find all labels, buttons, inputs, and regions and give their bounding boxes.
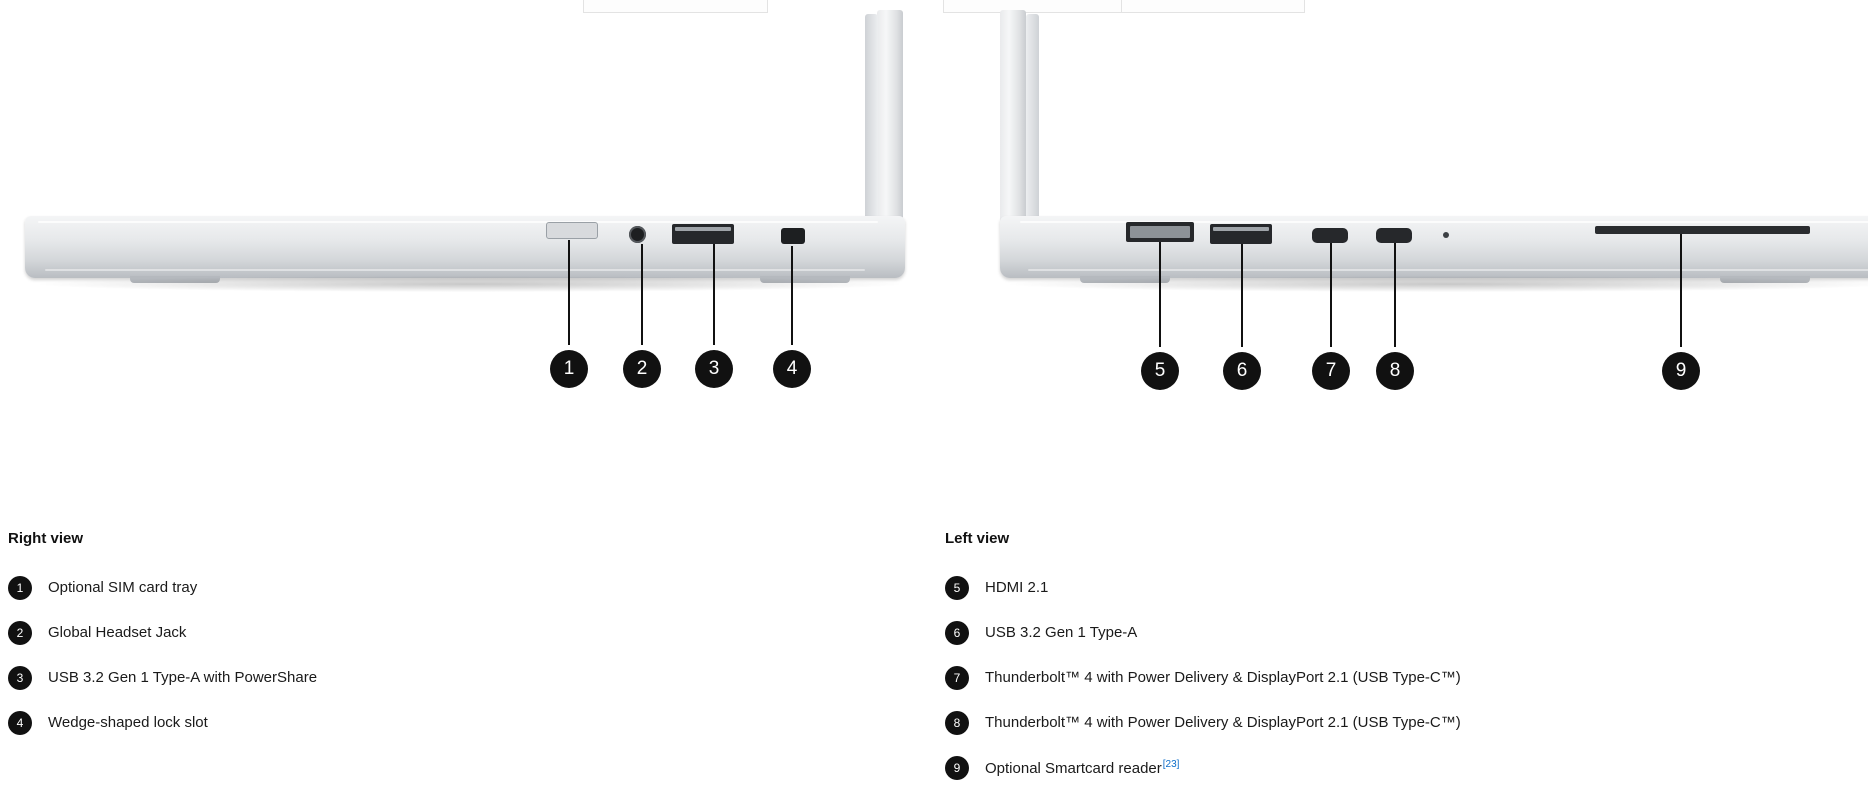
usb-a-port	[672, 224, 734, 244]
laptop-shadow	[1010, 276, 1868, 292]
callout-marker-2: 2	[623, 350, 661, 388]
legend-label-3: USB 3.2 Gen 1 Type-A with PowerShare	[48, 669, 318, 686]
laptop-lid	[877, 10, 903, 246]
legend-label-2: Global Headset Jack	[48, 624, 187, 641]
legend-badge-4: 4	[8, 711, 32, 735]
callout-marker-4: 4	[773, 350, 811, 388]
callout-leader-line	[568, 240, 570, 345]
legend-badge-1: 1	[8, 576, 32, 600]
legend-badge-8: 8	[945, 711, 969, 735]
top-crop-panel	[1121, 0, 1305, 13]
left-view-legend	[945, 530, 1845, 790]
callout-marker-8: 8	[1376, 352, 1414, 390]
legend-label-6: USB 3.2 Gen 1 Type-A	[985, 624, 1138, 641]
legend-badge-3: 3	[8, 666, 32, 690]
laptop-hinge	[865, 14, 878, 246]
laptop-lid	[1000, 10, 1026, 246]
list-item	[8, 655, 888, 700]
left-view-title: Left view	[945, 530, 1010, 547]
wedge-lock-slot	[781, 228, 805, 244]
laptop-hinge	[1026, 14, 1039, 246]
legend-label-1: Optional SIM card tray	[48, 579, 198, 596]
callout-leader-line	[713, 244, 715, 345]
callout-leader-line	[791, 246, 793, 345]
legend-label-8: Thunderbolt™ 4 with Power Delivery & DisplayPort 2.1 (USB Type-C™)	[985, 714, 1461, 731]
list-item	[945, 565, 1845, 610]
right-view-title: Right view	[8, 530, 84, 547]
legend-label-5: HDMI 2.1	[985, 579, 1049, 596]
right-view-legend	[8, 530, 888, 745]
callout-leader-line	[1241, 244, 1243, 347]
laptop-base-highlight	[38, 221, 878, 223]
legend-badge-2: 2	[8, 621, 32, 645]
headset-jack-port	[629, 226, 646, 243]
legend-badge-9: 9	[945, 756, 969, 780]
legend-label-9-text: Optional Smartcard reader	[985, 759, 1162, 777]
footnote-reference[interactable]: [23]	[1162, 758, 1180, 770]
list-item	[945, 655, 1845, 700]
laptop-base-highlight	[45, 269, 865, 271]
callout-marker-5: 5	[1141, 352, 1179, 390]
usb-a-port	[1210, 224, 1272, 244]
callout-leader-line	[1159, 242, 1161, 347]
legend-label-4: Wedge-shaped lock slot	[48, 714, 208, 731]
legend-badge-6: 6	[945, 621, 969, 645]
list-item	[8, 565, 888, 610]
list-item	[945, 745, 1845, 790]
thunderbolt-usb-c-port-7	[1312, 228, 1348, 243]
hdmi-port	[1126, 222, 1194, 242]
callout-marker-7: 7	[1312, 352, 1350, 390]
laptop-base-highlight	[1028, 269, 1868, 271]
callout-leader-line	[1394, 243, 1396, 347]
callout-leader-line	[1680, 234, 1682, 347]
legend-badge-7: 7	[945, 666, 969, 690]
callout-marker-3: 3	[695, 350, 733, 388]
top-crop-panel	[943, 0, 1123, 13]
callout-leader-line	[641, 244, 643, 345]
callout-leader-line	[1330, 243, 1332, 347]
top-crop-panel	[583, 0, 768, 13]
laptop-shadow	[40, 276, 900, 292]
status-led	[1443, 232, 1449, 238]
list-item	[8, 610, 888, 655]
thunderbolt-usb-c-port-8	[1376, 228, 1412, 243]
callout-marker-6: 6	[1223, 352, 1261, 390]
list-item	[945, 700, 1845, 745]
callout-marker-1: 1	[550, 350, 588, 388]
smartcard-reader-slot	[1595, 226, 1810, 234]
legend-label-9	[985, 759, 1179, 777]
legend-badge-5: 5	[945, 576, 969, 600]
legend-label-7: Thunderbolt™ 4 with Power Delivery & DisplayPort 2.1 (USB Type-C™)	[985, 669, 1461, 686]
sim-card-tray-port	[546, 222, 598, 239]
list-item	[8, 700, 888, 745]
callout-marker-9: 9	[1662, 352, 1700, 390]
list-item	[945, 610, 1845, 655]
